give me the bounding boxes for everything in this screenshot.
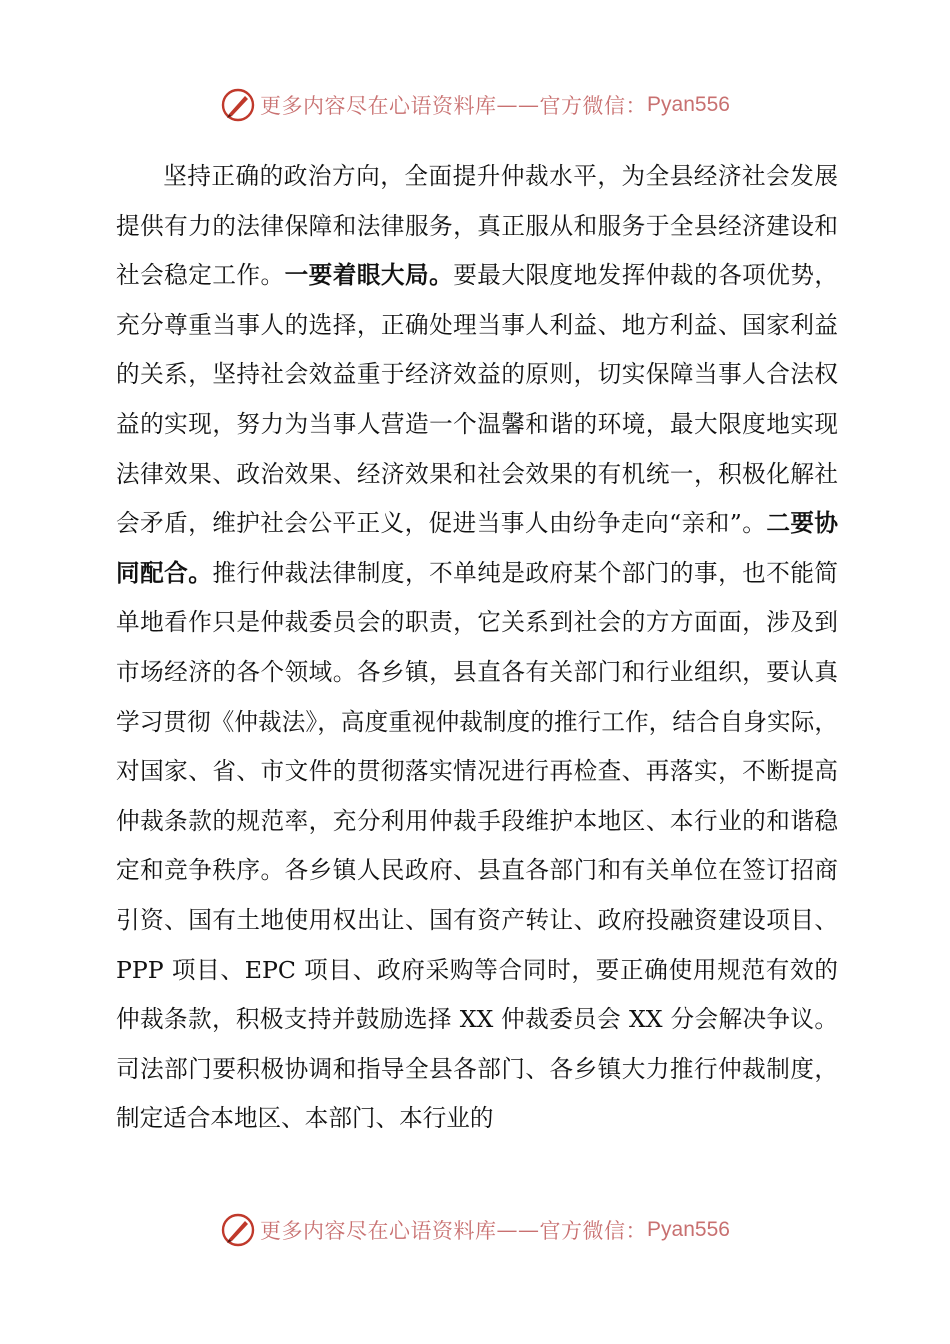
footer-watermark [0,1210,950,1250]
paragraph [116,152,838,1144]
document-body [116,152,838,1144]
text-run: 坚持正确的政治方向，全面提升仲裁水平，为全县经济社会发展提供有力的法律保障和法律服务，真正服从和服务于全县经济建设和社会稳定工作。 [116,162,838,290]
pen-logo-icon [220,1212,256,1248]
section-heading-2: 二要协同配合。 [116,509,839,587]
watermark-id: Pyan556 [647,1218,730,1241]
section-heading-1: 一要着眼大局。 [284,261,454,290]
watermark-id: Pyan556 [647,93,730,116]
watermark-text: 更多内容尽在心语资料库 [260,1219,497,1243]
text-run: 要最大限度地发挥仲裁的各项优势，充分尊重当事人的选择，正确处理当事人利益、地方利益、国家利益的关系，坚持社会效益重于经济效益的原则，切实保障当事人合法权益的实现，努力为当事人营造一个温馨和谐的环境，最大限度地实现法律效果、政治效果、经济效果和社会效果的有机统一，积极化解社会矛盾，维护社会公平正义，促进当事人由纷争走向“亲和”。 [116,261,839,538]
watermark-label: 官方微信： [539,1219,648,1243]
watermark-text: 更多内容尽在心语资料库 [260,94,497,118]
watermark-label: 官方微信： [539,94,648,118]
header-watermark [0,85,950,125]
text-run: 推行仲裁法律制度，不单纯是政府某个部门的事，也不能简单地看作只是仲裁委员会的职责，它关系到社会的方方面面，涉及到市场经济的各个领域。各乡镇，县直各有关部门和行业组织，要认真学习贯彻《仲裁法》，高度重视仲裁制度的推行工作，结合自身实际，对国家、省、市文件的贯彻落实情况进行再检查、再落实，不断提高仲裁条款的规范率，充分利用仲裁手段维护本地区、本行业的和谐稳定和竞争秩序。各乡镇人民政府、县直各部门和有关单位在签订招商引资、国有土地使用权出让、国有资产转让、政府投融资建设项目、PPP 项目、EPC 项目、政府采购等合同时，要正确使用规范有效的仲裁条款，积极支持并鼓励选择 XX 仲裁委员会 XX 分会解决争议。司法部门要积极协调和指导全县各部门、各乡镇大力推行仲裁制度，制定适合本地区、本部门、本行业的 [116,558,839,1133]
watermark-separator: —— [496,1218,540,1242]
pen-logo-icon [220,87,256,123]
watermark-separator: —— [496,93,540,117]
